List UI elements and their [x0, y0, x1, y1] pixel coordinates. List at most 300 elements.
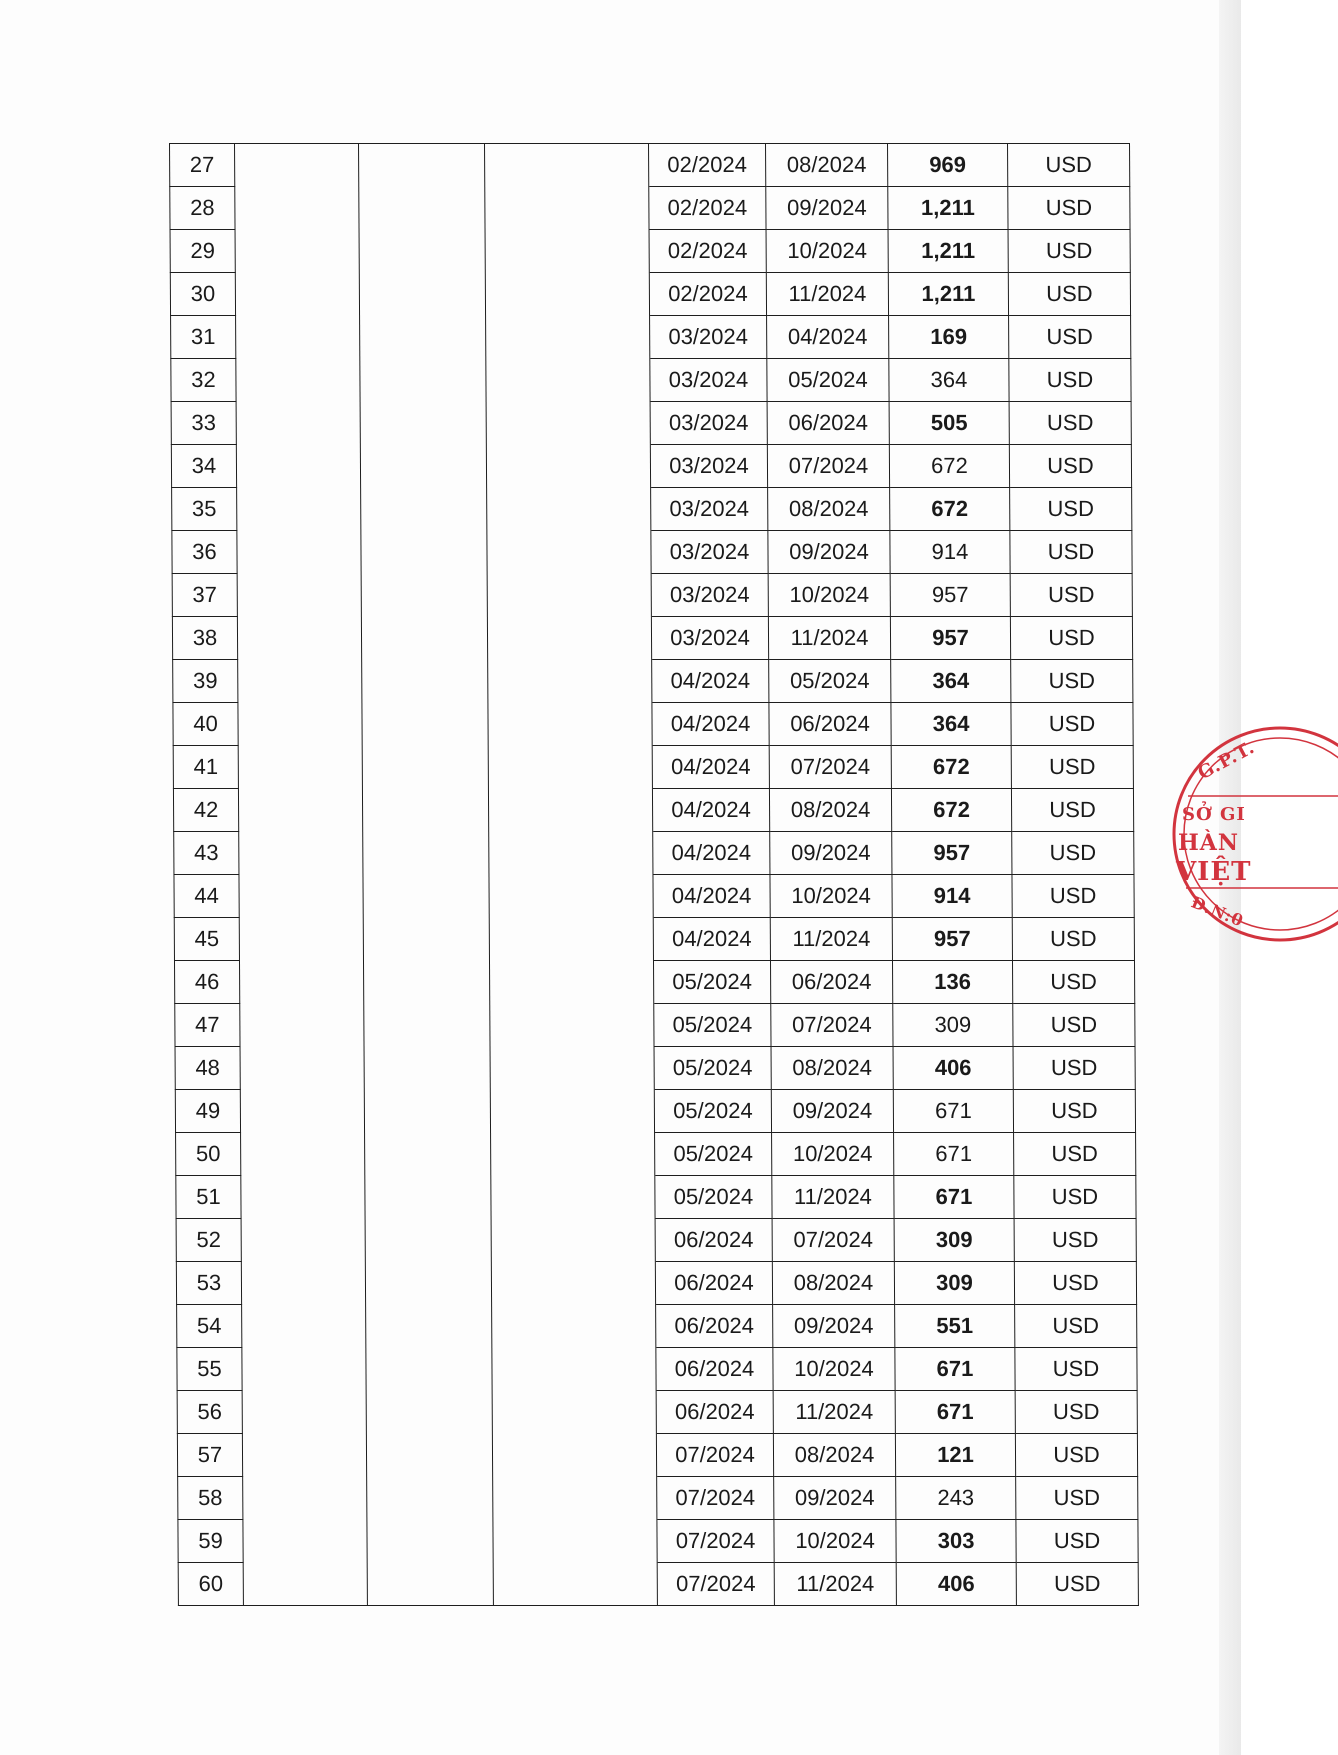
amount-cell: 957: [892, 832, 1012, 875]
currency-cell: USD: [1008, 144, 1130, 187]
currency-cell: USD: [1014, 1219, 1136, 1262]
empty-cell: [242, 1348, 366, 1391]
table-row: [172, 574, 1132, 617]
to-month-cell: 08/2024: [772, 1262, 894, 1305]
table-row: [176, 1133, 1136, 1176]
to-month-cell: 05/2024: [769, 660, 891, 703]
empty-cell: [360, 445, 486, 488]
to-month-cell: 05/2024: [767, 359, 889, 402]
to-month-cell: 09/2024: [768, 531, 890, 574]
empty-cell: [235, 230, 359, 273]
currency-cell: USD: [1010, 531, 1132, 574]
empty-cell: [493, 1520, 657, 1563]
empty-cell: [490, 1004, 654, 1047]
row-number-cell: 47: [175, 1004, 240, 1047]
empty-cell: [485, 230, 649, 273]
row-number-cell: 38: [172, 617, 237, 660]
empty-cell: [239, 832, 363, 875]
row-number-cell: 28: [170, 187, 235, 230]
amount-cell: 136: [892, 961, 1012, 1004]
amount-cell: 671: [893, 1090, 1013, 1133]
empty-cell: [360, 402, 486, 445]
empty-cell: [485, 144, 649, 187]
empty-cell: [359, 144, 485, 187]
empty-cell: [361, 488, 487, 531]
to-month-cell: 11/2024: [773, 1391, 895, 1434]
empty-cell: [361, 531, 487, 574]
from-month-cell: 06/2024: [656, 1391, 773, 1434]
table-row: [171, 402, 1131, 445]
table-row: [174, 832, 1134, 875]
from-month-cell: 07/2024: [657, 1563, 774, 1606]
empty-cell: [361, 574, 487, 617]
amount-cell: 671: [895, 1391, 1015, 1434]
empty-cell: [242, 1391, 366, 1434]
to-month-cell: 09/2024: [774, 1477, 896, 1520]
to-month-cell: 10/2024: [768, 574, 890, 617]
currency-cell: USD: [1012, 961, 1134, 1004]
from-month-cell: 05/2024: [655, 1133, 772, 1176]
currency-cell: USD: [1008, 187, 1130, 230]
empty-cell: [490, 1047, 654, 1090]
currency-cell: USD: [1014, 1176, 1136, 1219]
empty-cell: [241, 1133, 365, 1176]
amount-cell: 505: [889, 402, 1009, 445]
amount-cell: 121: [895, 1434, 1015, 1477]
currency-cell: USD: [1010, 617, 1132, 660]
to-month-cell: 08/2024: [769, 789, 891, 832]
empty-cell: [489, 875, 653, 918]
amount-cell: 309: [894, 1219, 1014, 1262]
from-month-cell: 03/2024: [650, 316, 767, 359]
empty-cell: [237, 531, 361, 574]
amount-cell: 406: [893, 1047, 1013, 1090]
row-number-cell: 29: [170, 230, 235, 273]
table-row: [177, 1348, 1137, 1391]
from-month-cell: 03/2024: [651, 617, 768, 660]
empty-cell: [492, 1348, 656, 1391]
currency-cell: USD: [1011, 789, 1133, 832]
to-month-cell: 09/2024: [766, 187, 888, 230]
row-number-cell: 36: [172, 531, 237, 574]
empty-cell: [241, 1262, 365, 1305]
table-row: [172, 531, 1132, 574]
currency-cell: USD: [1009, 402, 1131, 445]
table-row: [173, 703, 1133, 746]
from-month-cell: 05/2024: [654, 1047, 771, 1090]
to-month-cell: 10/2024: [772, 1133, 894, 1176]
table-row: [174, 918, 1134, 961]
row-number-cell: 37: [172, 574, 237, 617]
row-number-cell: 54: [177, 1305, 242, 1348]
from-month-cell: 04/2024: [653, 918, 770, 961]
currency-cell: USD: [1009, 359, 1131, 402]
schedule-table: [169, 143, 1139, 1606]
from-month-cell: 05/2024: [654, 1004, 771, 1047]
empty-cell: [363, 832, 489, 875]
row-number-cell: 45: [174, 918, 239, 961]
empty-cell: [488, 660, 652, 703]
empty-cell: [367, 1520, 493, 1563]
empty-cell: [238, 703, 362, 746]
empty-cell: [489, 918, 653, 961]
amount-cell: 1,211: [888, 273, 1008, 316]
empty-cell: [487, 574, 651, 617]
empty-cell: [490, 1090, 654, 1133]
empty-cell: [363, 875, 489, 918]
seal-line-3: VIỆT: [1176, 857, 1252, 887]
to-month-cell: 11/2024: [774, 1563, 896, 1606]
table-row: [174, 961, 1134, 1004]
empty-cell: [360, 316, 486, 359]
table-row: [171, 359, 1131, 402]
to-month-cell: 08/2024: [766, 144, 888, 187]
empty-cell: [365, 1219, 491, 1262]
empty-cell: [487, 531, 651, 574]
empty-cell: [365, 1262, 491, 1305]
empty-cell: [238, 746, 362, 789]
from-month-cell: 02/2024: [649, 273, 766, 316]
empty-cell: [488, 703, 652, 746]
empty-cell: [486, 316, 650, 359]
empty-cell: [240, 1090, 364, 1133]
row-number-cell: 55: [177, 1348, 242, 1391]
from-month-cell: 06/2024: [656, 1305, 773, 1348]
to-month-cell: 11/2024: [770, 918, 892, 961]
currency-cell: USD: [1016, 1520, 1138, 1563]
amount-cell: 957: [892, 918, 1012, 961]
empty-cell: [240, 1047, 364, 1090]
amount-cell: 671: [894, 1176, 1014, 1219]
from-month-cell: 03/2024: [650, 359, 767, 402]
amount-cell: 672: [891, 789, 1011, 832]
table-row: [177, 1434, 1137, 1477]
from-month-cell: 07/2024: [657, 1520, 774, 1563]
from-month-cell: 06/2024: [655, 1219, 772, 1262]
table-row: [175, 1004, 1135, 1047]
row-number-cell: 48: [175, 1047, 240, 1090]
empty-cell: [237, 617, 361, 660]
empty-cell: [366, 1391, 492, 1434]
empty-cell: [239, 961, 363, 1004]
to-month-cell: 06/2024: [769, 703, 891, 746]
empty-cell: [486, 445, 650, 488]
table-row: [170, 187, 1130, 230]
empty-cell: [367, 1477, 493, 1520]
empty-cell: [362, 789, 488, 832]
row-number-cell: 58: [178, 1477, 243, 1520]
table-row: [173, 660, 1133, 703]
row-number-cell: 35: [172, 488, 237, 531]
schedule-table-body: [170, 144, 1139, 1606]
table-row: [178, 1477, 1138, 1520]
amount-cell: 914: [890, 531, 1010, 574]
currency-cell: USD: [1015, 1391, 1137, 1434]
to-month-cell: 07/2024: [771, 1004, 893, 1047]
currency-cell: USD: [1009, 445, 1131, 488]
to-month-cell: 10/2024: [773, 1348, 895, 1391]
currency-cell: USD: [1011, 703, 1133, 746]
empty-cell: [485, 187, 649, 230]
empty-cell: [492, 1434, 656, 1477]
amount-cell: 671: [894, 1133, 1014, 1176]
amount-cell: 406: [896, 1563, 1016, 1606]
amount-cell: 1,211: [888, 187, 1008, 230]
from-month-cell: 05/2024: [654, 1090, 771, 1133]
table-row: [178, 1520, 1138, 1563]
to-month-cell: 06/2024: [767, 402, 889, 445]
row-number-cell: 59: [178, 1520, 243, 1563]
empty-cell: [491, 1262, 655, 1305]
table-row: [176, 1262, 1136, 1305]
amount-cell: 969: [888, 144, 1008, 187]
empty-cell: [359, 187, 485, 230]
from-month-cell: 02/2024: [649, 230, 766, 273]
empty-cell: [486, 359, 650, 402]
seal-bottom-text: Đ.N:0: [1188, 892, 1247, 931]
empty-cell: [489, 961, 653, 1004]
empty-cell: [241, 1219, 365, 1262]
currency-cell: USD: [1014, 1262, 1136, 1305]
currency-cell: USD: [1009, 316, 1131, 359]
row-number-cell: 30: [170, 273, 235, 316]
table-row: [173, 789, 1133, 832]
to-month-cell: 09/2024: [770, 832, 892, 875]
empty-cell: [236, 445, 360, 488]
empty-cell: [362, 746, 488, 789]
empty-cell: [492, 1391, 656, 1434]
table-row: [170, 144, 1130, 187]
empty-cell: [486, 402, 650, 445]
to-month-cell: 10/2024: [770, 875, 892, 918]
empty-cell: [365, 1176, 491, 1219]
amount-cell: 243: [896, 1477, 1016, 1520]
table-row: [170, 273, 1130, 316]
amount-cell: 672: [889, 445, 1009, 488]
empty-cell: [364, 1047, 490, 1090]
empty-cell: [238, 660, 362, 703]
empty-cell: [235, 144, 359, 187]
currency-cell: USD: [1014, 1133, 1136, 1176]
empty-cell: [491, 1176, 655, 1219]
currency-cell: USD: [1010, 574, 1132, 617]
empty-cell: [361, 617, 487, 660]
amount-cell: 1,211: [888, 230, 1008, 273]
from-month-cell: 05/2024: [653, 961, 770, 1004]
empty-cell: [240, 1004, 364, 1047]
row-number-cell: 43: [174, 832, 239, 875]
table-row: [178, 1563, 1138, 1606]
table-row: [172, 617, 1132, 660]
to-month-cell: 04/2024: [767, 316, 889, 359]
from-month-cell: 06/2024: [656, 1348, 773, 1391]
from-month-cell: 07/2024: [657, 1477, 774, 1520]
currency-cell: USD: [1013, 1047, 1135, 1090]
amount-cell: 364: [891, 703, 1011, 746]
empty-cell: [488, 789, 652, 832]
amount-cell: 914: [892, 875, 1012, 918]
row-number-cell: 46: [174, 961, 239, 1004]
table-row: [171, 316, 1131, 359]
row-number-cell: 31: [171, 316, 236, 359]
table-row: [173, 746, 1133, 789]
from-month-cell: 03/2024: [650, 402, 767, 445]
to-month-cell: 11/2024: [766, 273, 888, 316]
empty-cell: [239, 875, 363, 918]
currency-cell: USD: [1016, 1563, 1138, 1606]
empty-cell: [365, 1133, 491, 1176]
amount-cell: 364: [889, 359, 1009, 402]
empty-cell: [237, 488, 361, 531]
empty-cell: [491, 1219, 655, 1262]
to-month-cell: 11/2024: [772, 1176, 894, 1219]
empty-cell: [492, 1305, 656, 1348]
row-number-cell: 49: [175, 1090, 240, 1133]
from-month-cell: 06/2024: [655, 1262, 772, 1305]
currency-cell: USD: [1008, 230, 1130, 273]
to-month-cell: 07/2024: [769, 746, 891, 789]
amount-cell: 957: [890, 617, 1010, 660]
empty-cell: [366, 1434, 492, 1477]
row-number-cell: 33: [171, 402, 236, 445]
table-row: [170, 230, 1130, 273]
empty-cell: [237, 574, 361, 617]
row-number-cell: 56: [177, 1391, 242, 1434]
to-month-cell: 11/2024: [768, 617, 890, 660]
amount-cell: 672: [890, 488, 1010, 531]
table-row: [176, 1176, 1136, 1219]
table-row: [176, 1219, 1136, 1262]
currency-cell: USD: [1012, 918, 1134, 961]
empty-cell: [241, 1176, 365, 1219]
amount-cell: 671: [895, 1348, 1015, 1391]
currency-cell: USD: [1013, 1004, 1135, 1047]
empty-cell: [487, 488, 651, 531]
from-month-cell: 02/2024: [649, 187, 766, 230]
row-number-cell: 51: [176, 1176, 241, 1219]
to-month-cell: 09/2024: [771, 1090, 893, 1133]
row-number-cell: 40: [173, 703, 238, 746]
to-month-cell: 06/2024: [770, 961, 892, 1004]
from-month-cell: 04/2024: [652, 746, 769, 789]
empty-cell: [493, 1477, 657, 1520]
from-month-cell: 04/2024: [652, 789, 769, 832]
empty-cell: [243, 1520, 367, 1563]
currency-cell: USD: [1011, 660, 1133, 703]
currency-cell: USD: [1012, 875, 1134, 918]
table-row: [177, 1305, 1137, 1348]
empty-cell: [488, 746, 652, 789]
from-month-cell: 03/2024: [651, 531, 768, 574]
from-month-cell: 04/2024: [653, 832, 770, 875]
amount-cell: 303: [896, 1520, 1016, 1563]
empty-cell: [491, 1133, 655, 1176]
empty-cell: [236, 402, 360, 445]
to-month-cell: 08/2024: [773, 1434, 895, 1477]
empty-cell: [243, 1477, 367, 1520]
empty-cell: [238, 789, 362, 832]
currency-cell: USD: [1015, 1305, 1137, 1348]
red-seal-stamp: [1168, 712, 1338, 952]
currency-cell: USD: [1013, 1090, 1135, 1133]
from-month-cell: 04/2024: [653, 875, 770, 918]
row-number-cell: 50: [176, 1133, 241, 1176]
row-number-cell: 44: [174, 875, 239, 918]
row-number-cell: 53: [176, 1262, 241, 1305]
currency-cell: USD: [1016, 1477, 1138, 1520]
empty-cell: [242, 1434, 366, 1477]
empty-cell: [239, 918, 363, 961]
to-month-cell: 07/2024: [767, 445, 889, 488]
empty-cell: [359, 230, 485, 273]
empty-cell: [242, 1305, 366, 1348]
amount-cell: 672: [891, 746, 1011, 789]
to-month-cell: 10/2024: [774, 1520, 896, 1563]
currency-cell: USD: [1012, 832, 1134, 875]
to-month-cell: 07/2024: [772, 1219, 894, 1262]
empty-cell: [236, 316, 360, 359]
table-row: [175, 1047, 1135, 1090]
from-month-cell: 07/2024: [656, 1434, 773, 1477]
currency-cell: USD: [1011, 746, 1133, 789]
amount-cell: 957: [890, 574, 1010, 617]
table-row: [171, 445, 1131, 488]
from-month-cell: 02/2024: [649, 144, 766, 187]
row-number-cell: 27: [170, 144, 235, 187]
empty-cell: [360, 359, 486, 402]
from-month-cell: 03/2024: [650, 445, 767, 488]
currency-cell: USD: [1008, 273, 1130, 316]
empty-cell: [489, 832, 653, 875]
amount-cell: 309: [893, 1004, 1013, 1047]
amount-cell: 169: [889, 316, 1009, 359]
amount-cell: 551: [895, 1305, 1015, 1348]
from-month-cell: 04/2024: [652, 703, 769, 746]
currency-cell: USD: [1015, 1348, 1137, 1391]
empty-cell: [364, 1090, 490, 1133]
row-number-cell: 34: [171, 445, 236, 488]
amount-cell: 364: [891, 660, 1011, 703]
empty-cell: [366, 1305, 492, 1348]
empty-cell: [493, 1563, 657, 1606]
currency-cell: USD: [1015, 1434, 1137, 1477]
row-number-cell: 42: [173, 789, 238, 832]
table-row: [175, 1090, 1135, 1133]
table-row: [172, 488, 1132, 531]
row-number-cell: 41: [173, 746, 238, 789]
to-month-cell: 10/2024: [766, 230, 888, 273]
empty-cell: [362, 660, 488, 703]
row-number-cell: 39: [173, 660, 238, 703]
table-row: [174, 875, 1134, 918]
seal-arc-text: G.P.T.: [1194, 736, 1259, 785]
empty-cell: [235, 273, 359, 316]
row-number-cell: 32: [171, 359, 236, 402]
table-row: [177, 1391, 1137, 1434]
from-month-cell: 03/2024: [651, 574, 768, 617]
to-month-cell: 08/2024: [771, 1047, 893, 1090]
empty-cell: [362, 703, 488, 746]
empty-cell: [236, 359, 360, 402]
empty-cell: [359, 273, 485, 316]
from-month-cell: 04/2024: [652, 660, 769, 703]
empty-cell: [363, 918, 489, 961]
empty-cell: [364, 1004, 490, 1047]
empty-cell: [235, 187, 359, 230]
empty-cell: [243, 1563, 367, 1606]
empty-cell: [367, 1563, 493, 1606]
row-number-cell: 57: [177, 1434, 242, 1477]
